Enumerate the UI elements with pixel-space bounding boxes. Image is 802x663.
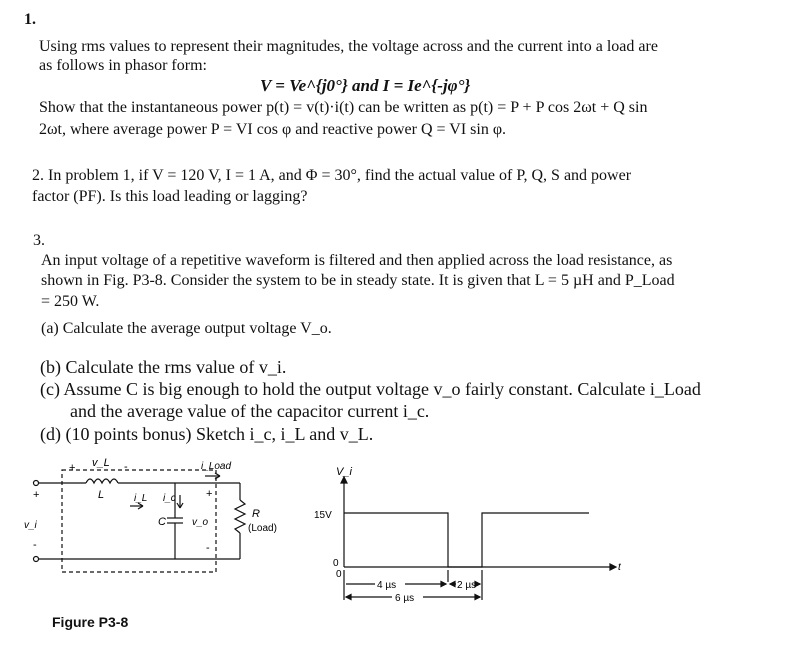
- il-label: i_L: [134, 493, 148, 504]
- ic-label: i_c: [163, 493, 176, 504]
- vl-label: v_L: [92, 457, 110, 469]
- vi-axis-label: V_i: [336, 466, 352, 478]
- problem-1-line-3: Show that the instantaneous power p(t) = v(t)·i(t) can be written as p(t) = P + P cos 2ωt + Q sin: [39, 99, 648, 116]
- vl-plus: +: [69, 462, 76, 474]
- problem-3-part-a: (a) Calculate the average output voltage V_o.: [41, 320, 332, 337]
- resistor-load-label: (Load): [248, 523, 277, 534]
- label-6us: 6 µs: [395, 593, 415, 604]
- iload-label: i_Load: [201, 461, 232, 472]
- problem-3-number: 3.: [33, 232, 45, 249]
- problem-3-part-c-line-1: (c) Assume C is big enough to hold the output voltage v_o fairly constant. Calculate i_Load: [40, 379, 701, 399]
- level-15v-label: 15V: [314, 510, 332, 521]
- vo-plus: +: [206, 488, 213, 500]
- label-2us: 2 µs: [457, 580, 477, 591]
- origin-label: 0: [336, 569, 342, 580]
- time-axis-label: t: [618, 562, 621, 573]
- figure-caption: Figure P3-8: [52, 614, 129, 630]
- inductor-label: L: [98, 489, 105, 501]
- problem-1-number: 1.: [24, 11, 36, 28]
- phasor-equation: V = Ve^{j0°} and I = Ie^{-jφ°}: [260, 76, 471, 95]
- input-bottom-terminal: [34, 557, 39, 562]
- problem-3-part-b: (b) Calculate the rms value of v_i.: [40, 357, 287, 377]
- problem-2-line-1: 2. In problem 1, if V = 120 V, I = 1 A, and Φ = 30°, find the actual value of P, Q, S and power: [32, 167, 632, 184]
- zero-level-label: 0: [333, 558, 339, 569]
- problem-2-line-2: factor (PF). Is this load leading or lagging?: [32, 188, 308, 205]
- vo-label: v_o: [192, 517, 209, 528]
- problem-3-line-1: An input voltage of a repetitive waveform is filtered and then applied across the load resistance, as: [41, 252, 673, 269]
- resistor-symbol: [235, 500, 245, 533]
- circuit-diagram: [0, 450, 330, 590]
- vo-minus: -: [206, 542, 210, 554]
- pulse-train: [344, 513, 589, 567]
- vi-plus: +: [33, 489, 40, 501]
- problem-3-part-c-line-2: and the average value of the capacitor current i_c.: [70, 401, 430, 421]
- vi-label: v_i: [24, 520, 37, 531]
- vl-minus: -: [124, 461, 128, 473]
- vi-waveform: [300, 450, 640, 610]
- problem-3-line-2: shown in Fig. P3-8. Consider the system to be in steady state. It is given that L = 5 µH and P_Load: [41, 272, 675, 289]
- problem-3-line-3: = 250 W.: [41, 293, 100, 310]
- label-4us: 4 µs: [377, 580, 397, 591]
- input-top-terminal: [34, 481, 39, 486]
- resistor-label: R: [252, 508, 260, 520]
- inductor-symbol: [86, 479, 118, 483]
- problem-3-part-d: (d) (10 points bonus) Sketch i_c, i_L and v_L.: [40, 424, 374, 444]
- problem-1-line-4: 2ωt, where average power P = VI cos φ and reactive power Q = VI sin φ.: [39, 121, 507, 138]
- vi-minus: -: [33, 539, 37, 551]
- capacitor-label: C: [158, 516, 166, 528]
- problem-1-line-2: as follows in phasor form:: [39, 57, 207, 74]
- problem-1-line-1: Using rms values to represent their magnitudes, the voltage across and the current into a load are: [39, 38, 658, 55]
